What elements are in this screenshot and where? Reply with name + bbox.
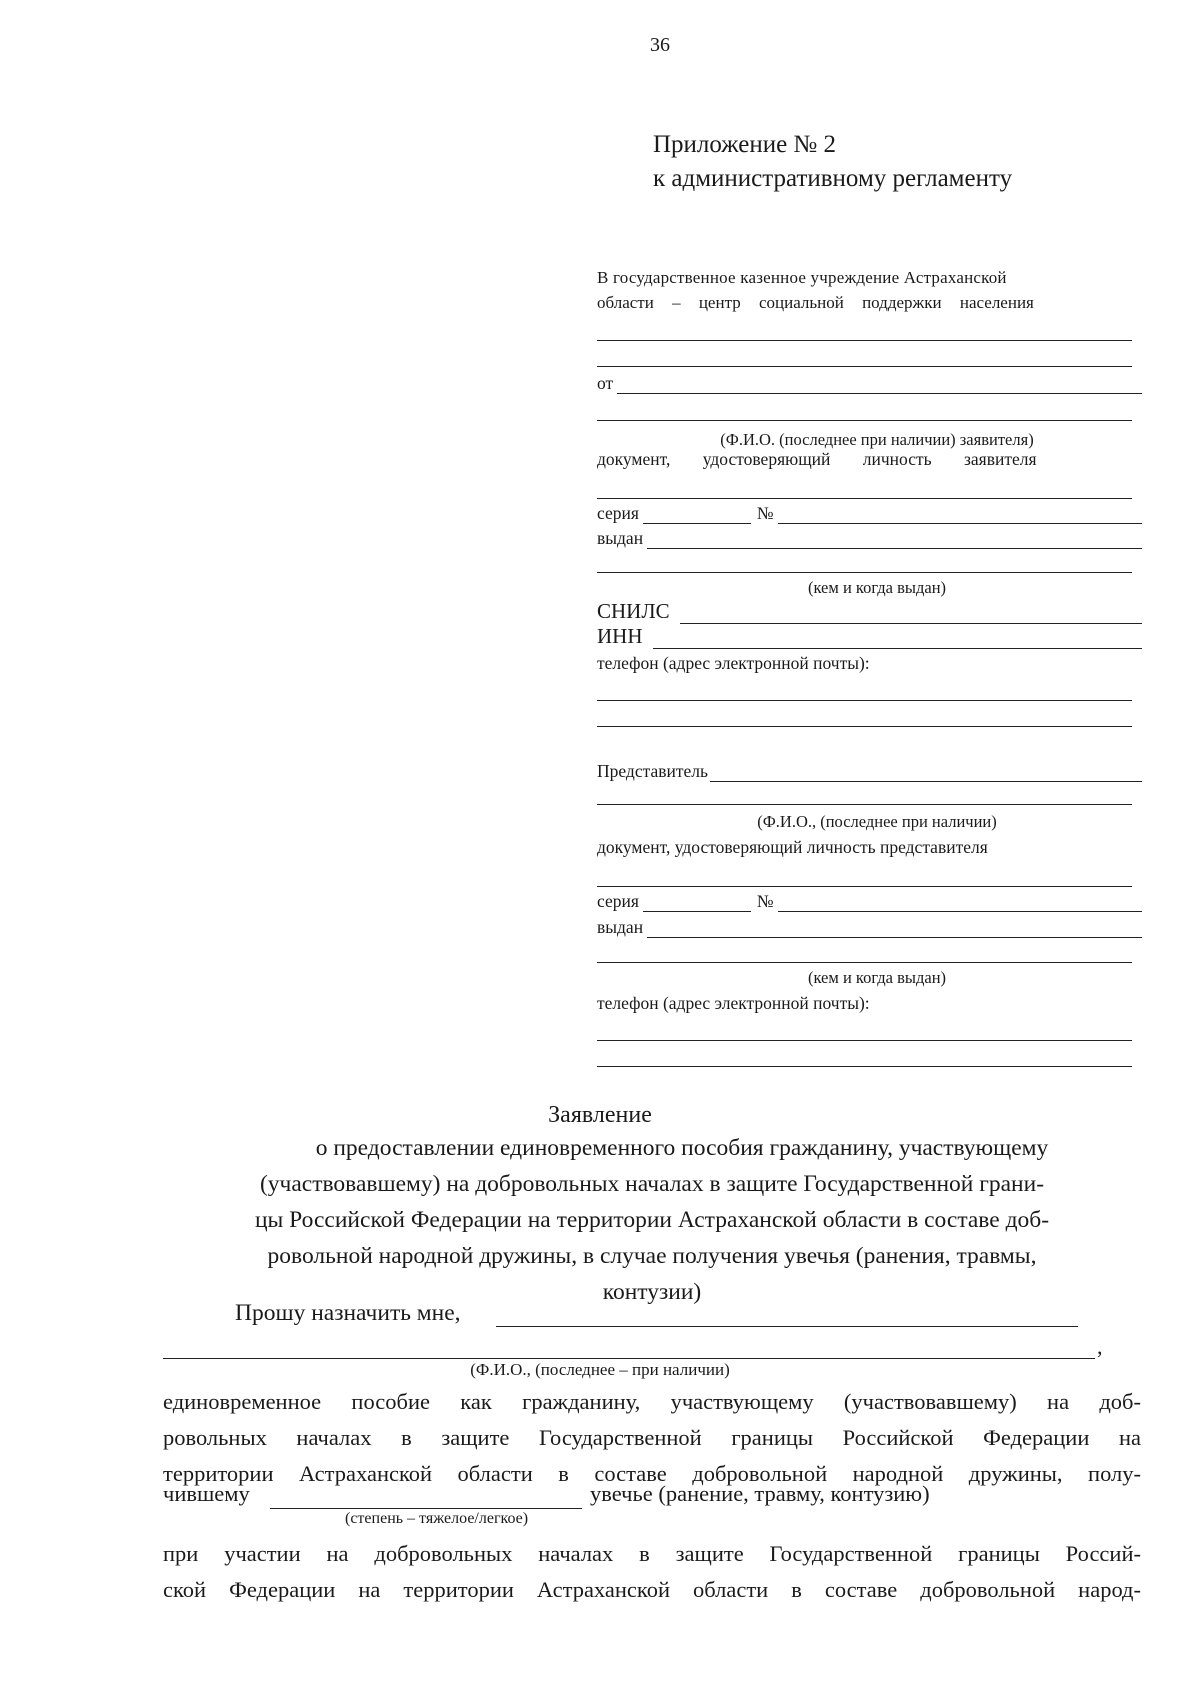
subtitle-line: ровольной народной дружины, в случае получения увечья (ранения, травмы, <box>267 1243 1037 1269</box>
inn-field[interactable] <box>653 630 1143 649</box>
number-label: № <box>756 891 774 911</box>
representative-issued-line[interactable] <box>597 962 1132 963</box>
representative-issued-field[interactable] <box>647 919 1142 938</box>
applicant-phone-line[interactable] <box>597 726 1132 727</box>
representative-series-row <box>597 888 1142 912</box>
appendix-title: Приложение № 2 <box>653 131 837 158</box>
snils-row <box>597 600 1142 624</box>
representative-label: Представитель <box>597 761 708 781</box>
institution-line-1: В государственное казенное учреждение Астраханской <box>597 268 1007 287</box>
representative-id-document-line[interactable] <box>597 886 1132 887</box>
series-label: серия <box>597 503 639 523</box>
subtitle-line: о предоставлении единовременного пособия гражданину, участвующему <box>315 1135 1049 1161</box>
representative-series-field[interactable] <box>643 893 751 912</box>
representative-row <box>597 758 1142 782</box>
representative-phone-line[interactable] <box>597 1066 1132 1067</box>
page-number: 36 <box>650 34 670 56</box>
snils-field[interactable] <box>680 605 1142 624</box>
applicant-caption: (Ф.И.О. (последнее при наличии) заявителя) <box>720 430 1034 449</box>
fio-caption: (Ф.И.О., (последнее – при наличии) <box>470 1360 730 1379</box>
body-line: ровольных началах в защите Государственной границы Российской Федерации на <box>163 1425 1141 1450</box>
applicant-series-field[interactable] <box>643 505 751 524</box>
applicant-phone-line[interactable] <box>597 700 1132 701</box>
subtitle-line: контузии) <box>602 1279 702 1305</box>
injury-text: увечье (ранение, травму, контузию) <box>590 1481 930 1506</box>
number-label: № <box>756 503 774 523</box>
from-label: от <box>597 373 614 393</box>
subtitle-line: цы Российской Федерации на территории Астраханской области в составе доб- <box>254 1207 1050 1233</box>
representative-number-field[interactable] <box>778 893 1142 912</box>
representative-phone-label: телефон (адрес электронной почты): <box>597 993 870 1013</box>
applicant-number-field[interactable] <box>778 505 1142 524</box>
applicant-series-row <box>597 500 1142 524</box>
representative-field[interactable] <box>710 763 1142 782</box>
statement-title: Заявление <box>548 1102 652 1128</box>
institution-blank-line[interactable] <box>597 340 1132 341</box>
statement-tail <box>163 1536 1141 1608</box>
representative-caption: (Ф.И.О., (последнее при наличии) <box>757 812 997 831</box>
subtitle-line: (участвовавшему) на добровольных началах в защите Государственной грани- <box>259 1171 1045 1197</box>
representative-id-document-label: документ, удостоверяющий личность представителя <box>597 837 988 857</box>
injury-degree-field[interactable] <box>270 1508 582 1509</box>
received-label: чившему <box>163 1481 250 1506</box>
applicant-issued-line[interactable] <box>597 572 1132 573</box>
applicant-issued-row <box>597 525 1142 549</box>
representative-name-line[interactable] <box>597 804 1132 805</box>
snils-label: СНИЛС <box>597 599 670 623</box>
inn-row <box>597 625 1142 649</box>
from-field[interactable] <box>617 375 1142 394</box>
tail-line: при участии на добровольных началах в защите Государственной границы Россий- <box>163 1541 1141 1566</box>
statement-subtitle <box>163 1130 1141 1310</box>
representative-issued-row <box>597 914 1142 938</box>
tail-line: ской Федерации на территории Астраханской области в составе добровольной народ- <box>163 1577 1141 1602</box>
inn-label: ИНН <box>597 624 643 648</box>
applicant-issued-field[interactable] <box>647 530 1142 549</box>
statement-body <box>163 1384 1141 1492</box>
body-line: единовременное пособие как гражданину, участвующему (участвовавшему) на доб- <box>163 1389 1141 1414</box>
representative-phone-line[interactable] <box>597 1040 1132 1041</box>
body-line: территории Астраханской области в составе добровольной народной дружины, полу- <box>163 1461 1141 1486</box>
issued-label: выдан <box>597 528 644 548</box>
applicant-id-document-label: документ, удостоверяющий личность заявителя <box>597 449 1037 469</box>
applicant-issued-caption: (кем и когда выдан) <box>807 578 947 597</box>
fio-comma: , <box>1097 1334 1103 1359</box>
institution-line-2: области – центр социальной поддержки населения <box>597 293 1034 312</box>
fio-field[interactable] <box>163 1358 1095 1359</box>
series-label: серия <box>597 891 639 911</box>
request-prefix: Прошу назначить мне, <box>235 1300 461 1326</box>
issued-label: выдан <box>597 917 644 937</box>
institution-blank-line[interactable] <box>597 366 1132 367</box>
representative-issued-caption: (кем и когда выдан) <box>807 968 947 987</box>
appendix-subtitle: к административному регламенту <box>653 165 1013 192</box>
applicant-name-line[interactable] <box>597 420 1132 421</box>
applicant-phone-label: телефон (адрес электронной почты): <box>597 653 870 673</box>
appendix-header <box>653 128 1012 196</box>
request-field[interactable] <box>496 1326 1078 1327</box>
applicant-id-document-line[interactable] <box>597 498 1132 499</box>
from-row <box>597 370 1142 394</box>
degree-caption: (степень – тяжелое/легкое) <box>345 1510 529 1527</box>
